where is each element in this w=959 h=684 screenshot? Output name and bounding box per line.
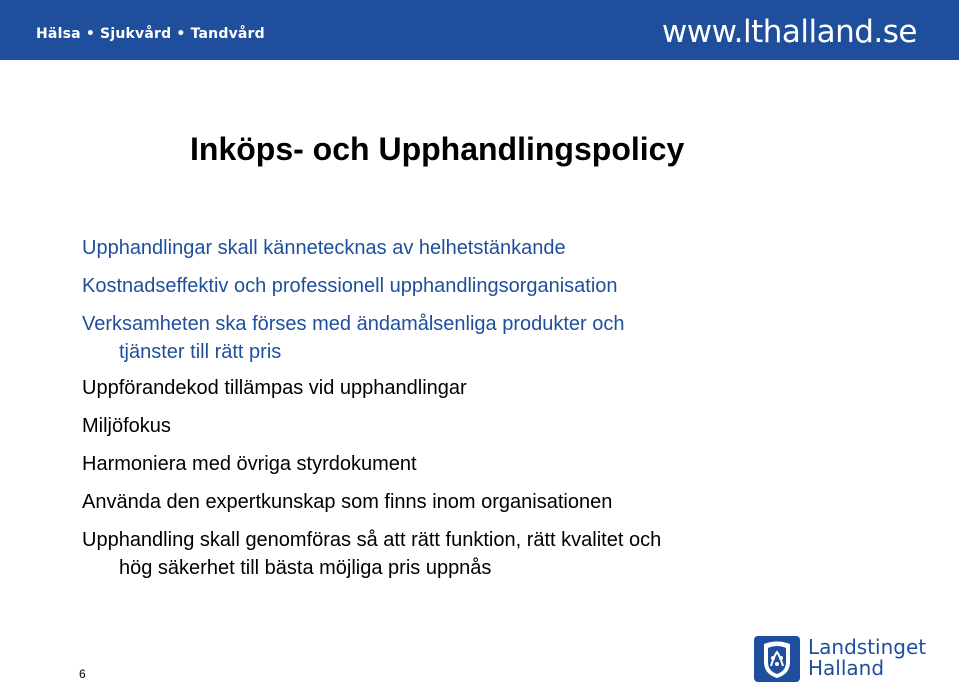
list-item bbox=[82, 526, 902, 582]
list-item-text: Miljöfokus bbox=[82, 415, 171, 437]
list-item-continuation: tjänster till rätt pris bbox=[119, 341, 282, 363]
list-item-text: Uppförandekod tillämpas vid upphandlingar bbox=[82, 377, 467, 399]
list-item bbox=[82, 488, 902, 516]
list-item bbox=[82, 310, 902, 366]
list-item bbox=[82, 234, 902, 262]
header-tagline: Hälsa • Sjukvård • Tandvård bbox=[36, 26, 265, 42]
black-bullet-list bbox=[82, 374, 902, 592]
list-item bbox=[82, 272, 902, 300]
list-item-text: Använda den expertkunskap som finns inom organisationen bbox=[82, 491, 613, 513]
list-item-continuation: hög säkerhet till bästa möjliga pris uppnås bbox=[119, 557, 492, 579]
header-bar bbox=[0, 0, 959, 60]
list-item bbox=[82, 412, 902, 440]
header-url[interactable]: www.lthalland.se bbox=[661, 14, 917, 50]
slide-title: Inköps- och Upphandlingspolicy bbox=[190, 131, 685, 167]
list-item-text: Upphandling skall genomföras så att rätt funktion, rätt kvalitet och bbox=[82, 529, 662, 551]
logo-line-1: Landstinget bbox=[808, 635, 927, 659]
list-item bbox=[82, 450, 902, 478]
list-item-text: Harmoniera med övriga styrdokument bbox=[82, 453, 417, 475]
list-item bbox=[82, 374, 902, 402]
page-number: 6 bbox=[79, 667, 86, 681]
list-item-text: Upphandlingar skall kännetecknas av helhetstänkande bbox=[82, 237, 566, 259]
landstinget-halland-emblem-icon bbox=[754, 636, 800, 682]
footer-logo bbox=[754, 636, 934, 682]
logo-text bbox=[808, 637, 926, 679]
list-item-text: Verksamheten ska förses med ändamålsenliga produkter och bbox=[82, 313, 625, 335]
logo-line-2: Halland bbox=[808, 656, 885, 680]
blue-bullet-list bbox=[82, 234, 902, 376]
list-item-text: Kostnadseffektiv och professionell upphandlingsorganisation bbox=[82, 275, 618, 297]
